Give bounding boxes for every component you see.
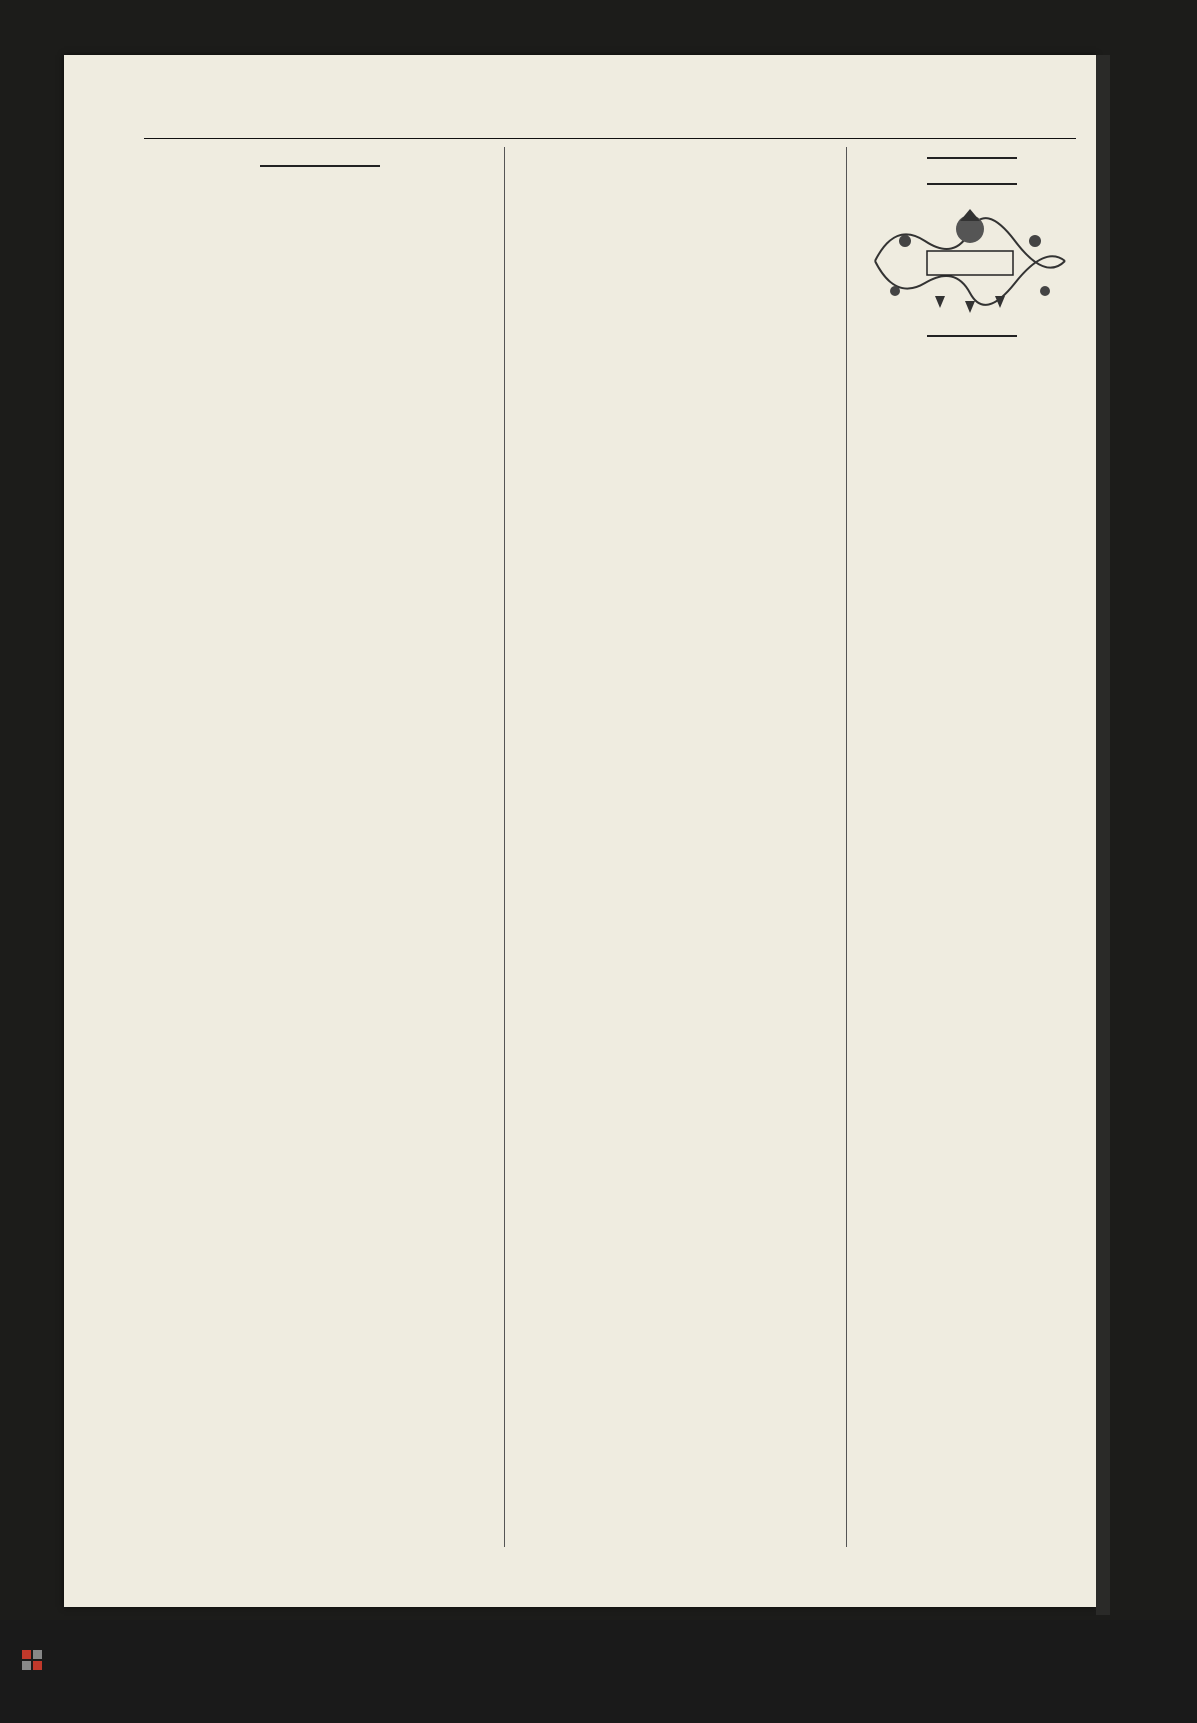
scan-edge	[1096, 55, 1110, 1615]
column-divider	[504, 147, 505, 1547]
column-3	[859, 147, 1084, 347]
column-divider	[846, 147, 847, 1547]
footer-bar	[0, 1620, 1197, 1723]
newspaper-page	[64, 55, 1096, 1607]
masthead-rule	[144, 138, 1076, 139]
university-logo-icon	[20, 1648, 44, 1672]
carillon-engraving	[865, 201, 1075, 321]
column-1	[144, 147, 496, 187]
section-rule	[927, 183, 1017, 185]
section-rule	[927, 335, 1017, 337]
section-rule	[927, 157, 1017, 159]
section-rule	[260, 165, 380, 167]
